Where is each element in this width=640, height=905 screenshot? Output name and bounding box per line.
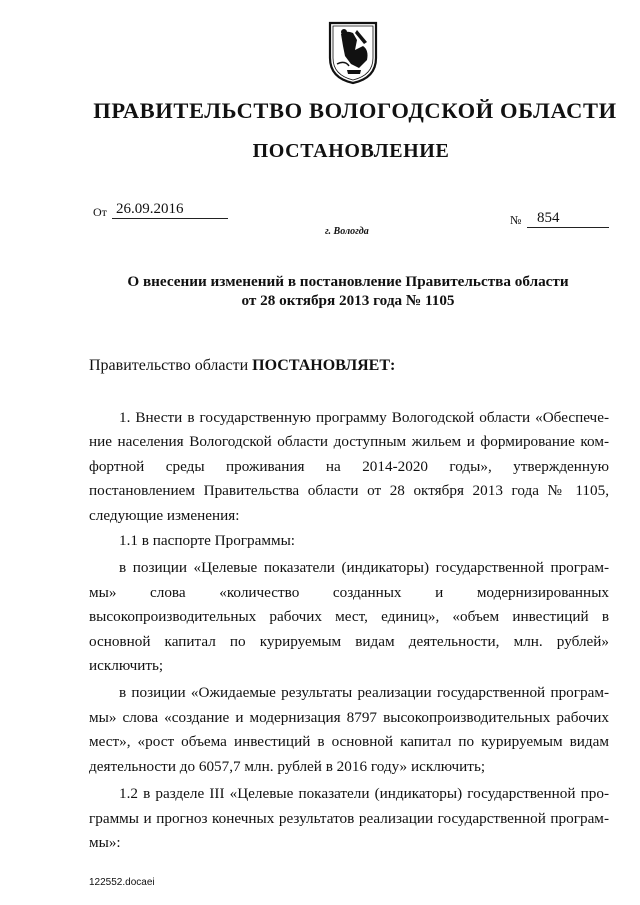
paragraph: в позиции «Целевые показатели (индикаторы) государственной программы» слова «количество созданных и модернизированных высокопроизводительных рабочих мест, единиц», «объем инвестиций в основной капитал по курируемым видам деятельности, млн. рублей» исключить; xyxy=(89,559,609,675)
paragraph: в позиции «Ожидаемые результаты реализации государственной программы» слова «создание и модернизация 8797 высокопроизводительных рабочих мест», «рост объема инвестиций в основной капитал по курируемым видам деятельности до 6057,7 млн. рублей в 2016 году» исключить; xyxy=(89,684,609,775)
paragraph: 1.2 в разделе III «Целевые показатели (индикаторы) государственной программы и прогноз конечных результатов реализации государственной программы»: xyxy=(89,785,609,851)
city-name: г. Вологда xyxy=(325,226,369,237)
number-label: № xyxy=(510,213,522,227)
date-label: От xyxy=(93,205,107,219)
paragraph: 1.1 в паспорте Программы: xyxy=(119,532,296,550)
preamble xyxy=(89,357,395,375)
file-code: 122552.docaei xyxy=(89,877,155,888)
document-number: 854 xyxy=(527,210,609,228)
document-type: ПОСТАНОВЛЕНИЕ xyxy=(252,140,450,162)
preamble-text: Правительство области xyxy=(89,357,253,374)
document-date: 26.09.2016 xyxy=(112,201,228,219)
subject-line: от 28 октября 2013 года № 1105 xyxy=(241,292,455,309)
preamble-resolves: ПОСТАНОВЛЯЕТ: xyxy=(252,357,396,374)
document-subject xyxy=(98,272,598,310)
coat-of-arms-icon xyxy=(327,20,379,86)
government-title: ПРАВИТЕЛЬСТВО ВОЛОГОДСКОЙ ОБЛАСТИ xyxy=(93,98,617,123)
subject-line: О внесении изменений в постановление Правительства области xyxy=(127,273,569,290)
paragraph: 1. Внести в государственную программу Вологодской области «Обеспечение населения Вологодской области доступным жильем и формирование комфортной среды проживания на 2014-2020 годы», утвержденную постановлением Правительства области от 28 октября 2013 года № 1105, следующие изменения: xyxy=(89,409,609,524)
document-body xyxy=(89,406,609,855)
